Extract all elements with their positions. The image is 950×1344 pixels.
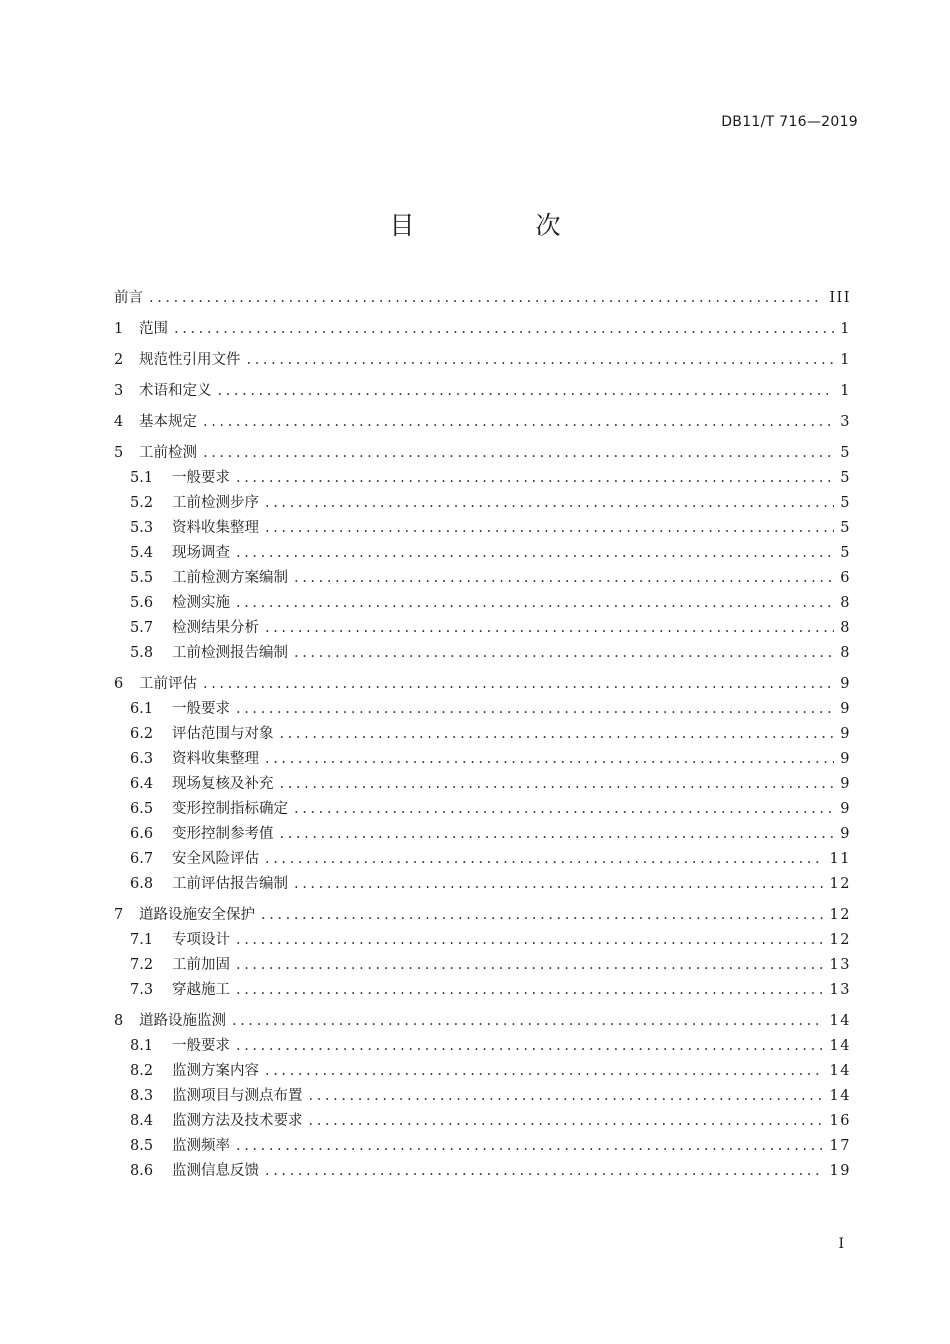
toc-entry-page: 11 <box>829 851 851 867</box>
toc-entry-page: 5 <box>840 445 851 461</box>
toc-entry-page: 8 <box>840 645 851 661</box>
toc-entry-label: 变形控制指标确定 <box>172 801 288 817</box>
toc-dot-leader <box>236 978 824 1003</box>
toc-chapter-entry[interactable] <box>114 410 851 435</box>
toc-dot-leader <box>294 566 834 591</box>
toc-entry-page: 14 <box>829 1013 851 1029</box>
toc-entry-page: 12 <box>829 876 851 892</box>
toc-chapter-entry[interactable] <box>114 317 851 342</box>
toc-entry-number: 7.1 <box>130 932 154 948</box>
toc-dot-leader <box>236 928 824 953</box>
toc-dot-leader <box>203 410 834 435</box>
toc-section-entry[interactable] <box>114 797 851 822</box>
toc-section-entry[interactable] <box>114 466 851 491</box>
toc-entry-label: 评估范围与对象 <box>172 726 274 742</box>
toc-entry-number: 8.5 <box>130 1138 154 1154</box>
toc-entry-number: 5.4 <box>130 545 154 561</box>
toc-entry-number: 5.6 <box>130 595 154 611</box>
toc-entry-number: 8.4 <box>130 1113 154 1129</box>
toc-entry-number: 8.3 <box>130 1088 154 1104</box>
toc-entry-page: 16 <box>829 1113 851 1129</box>
toc-section-entry[interactable] <box>114 953 851 978</box>
toc-entry-number: 2 <box>114 352 124 368</box>
toc-section-entry[interactable] <box>114 722 851 747</box>
toc-entry-page: 17 <box>829 1138 851 1154</box>
toc-chapter-entry[interactable] <box>114 441 851 466</box>
toc-dot-leader <box>294 872 824 897</box>
toc-entry-label: 道路设施安全保护 <box>139 907 255 923</box>
toc-chapter-entry[interactable] <box>114 348 851 373</box>
toc-dot-leader <box>309 1109 824 1134</box>
toc-dot-leader <box>203 672 834 697</box>
toc-section-entry[interactable] <box>114 822 851 847</box>
toc-entry-number: 5.3 <box>130 520 154 536</box>
footer-page-number: I <box>838 1236 844 1252</box>
toc-dot-leader <box>265 616 834 641</box>
toc-entry-number: 5.7 <box>130 620 154 636</box>
toc-entry-label: 工前加固 <box>172 957 230 973</box>
toc-entry-label: 监测频率 <box>172 1138 230 1154</box>
toc-entry-page: 5 <box>840 520 851 536</box>
toc-chapter-entry[interactable] <box>114 379 851 404</box>
toc-section-entry[interactable] <box>114 978 851 1003</box>
toc-section-entry[interactable] <box>114 1134 851 1159</box>
toc-section-entry[interactable] <box>114 872 851 897</box>
toc-entry-label: 现场调查 <box>172 545 230 561</box>
toc-entry-number: 6.1 <box>130 701 154 717</box>
toc-section-entry[interactable] <box>114 847 851 872</box>
toc-entry-number: 6.4 <box>130 776 154 792</box>
toc-entry-label: 一般要求 <box>172 701 230 717</box>
toc-dot-leader <box>280 772 835 797</box>
toc-chapter-entry[interactable] <box>114 1009 851 1034</box>
toc-section-entry[interactable] <box>114 541 851 566</box>
toc-chapter-entry[interactable] <box>114 903 851 928</box>
toc-dot-leader <box>236 697 834 722</box>
toc-entry-label: 检测结果分析 <box>172 620 259 636</box>
toc-entry-label: 范围 <box>139 321 168 337</box>
toc-entry-page: 8 <box>840 620 851 636</box>
toc-section-entry[interactable] <box>114 1034 851 1059</box>
toc-entry-number: 5.1 <box>130 470 154 486</box>
toc-entry-page: 9 <box>840 826 851 842</box>
toc-entry-label: 资料收集整理 <box>172 520 259 536</box>
toc-dot-leader <box>294 641 834 666</box>
toc-entry-page: 13 <box>829 957 851 973</box>
toc-section-entry[interactable] <box>114 772 851 797</box>
toc-section-entry[interactable] <box>114 1109 851 1134</box>
toc-entry-label: 术语和定义 <box>139 383 212 399</box>
toc-entry-number: 5 <box>114 445 124 461</box>
toc-entry-label: 一般要求 <box>172 1038 230 1054</box>
toc-entry-label: 工前检测 <box>139 445 197 461</box>
toc-entry-number: 6.8 <box>130 876 154 892</box>
toc-entry-number: 8.6 <box>130 1163 154 1179</box>
toc-entry-page: 3 <box>840 414 851 430</box>
toc-section-entry[interactable] <box>114 697 851 722</box>
toc-section-entry[interactable] <box>114 1159 851 1184</box>
toc-dot-leader <box>236 591 834 616</box>
toc-entry-page: 6 <box>840 570 851 586</box>
toc-entry-number: 8.2 <box>130 1063 154 1079</box>
toc-entry-page: 19 <box>829 1163 851 1179</box>
toc-entry-page: 12 <box>829 907 851 923</box>
toc-entry-page: 9 <box>840 751 851 767</box>
toc-entry-label: 前言 <box>114 290 143 306</box>
toc-entry-label: 安全风险评估 <box>172 851 259 867</box>
toc-entry-label: 变形控制参考值 <box>172 826 274 842</box>
toc-section-entry[interactable] <box>114 566 851 591</box>
toc-entry-page: 12 <box>829 932 851 948</box>
toc-entry-number: 6.7 <box>130 851 154 867</box>
toc-section-entry[interactable] <box>114 1059 851 1084</box>
toc-dot-leader <box>265 1159 824 1184</box>
toc-entry-label: 基本规定 <box>139 414 197 430</box>
toc-dot-leader <box>236 1134 824 1159</box>
toc-section-entry[interactable] <box>114 491 851 516</box>
toc-entry-page: 9 <box>840 726 851 742</box>
toc-entry-label: 资料收集整理 <box>172 751 259 767</box>
document-code: DB11/T 716—2019 <box>721 114 858 130</box>
toc-dot-leader <box>218 379 835 404</box>
toc-section-entry[interactable] <box>114 1084 851 1109</box>
toc-entry-number: 8.1 <box>130 1038 154 1054</box>
toc-entry-page: 9 <box>840 676 851 692</box>
toc-entry-number: 5.2 <box>130 495 154 511</box>
toc-dot-leader <box>236 466 834 491</box>
toc-entry-page: 5 <box>840 495 851 511</box>
toc-entry-label: 现场复核及补充 <box>172 776 274 792</box>
toc-entry-page: 14 <box>829 1063 851 1079</box>
toc-entry-label: 工前评估报告编制 <box>172 876 288 892</box>
toc-dot-leader <box>265 847 824 872</box>
toc-entry-page: 9 <box>840 701 851 717</box>
toc-entry-page: 1 <box>840 352 851 368</box>
toc-entry-number: 6.3 <box>130 751 154 767</box>
toc-dot-leader <box>174 317 834 342</box>
toc-entry-number: 8 <box>114 1013 124 1029</box>
toc-entry-label: 规范性引用文件 <box>139 352 241 368</box>
toc-entry-number: 7.2 <box>130 957 154 973</box>
toc-entry-page: 9 <box>840 776 851 792</box>
toc-entry-label: 工前检测步序 <box>172 495 259 511</box>
toc-dot-leader <box>261 903 824 928</box>
toc-entry-label: 监测项目与测点布置 <box>172 1088 303 1104</box>
toc-entry-number: 4 <box>114 414 124 430</box>
toc-entry-page: 1 <box>840 383 851 399</box>
toc-entry-number: 5.8 <box>130 645 154 661</box>
toc-entry-page: 1 <box>840 321 851 337</box>
toc-dot-leader <box>203 441 834 466</box>
toc-section-entry[interactable] <box>114 747 851 772</box>
toc-entry-number: 6.2 <box>130 726 154 742</box>
toc-dot-leader <box>280 722 835 747</box>
toc-entry-label: 一般要求 <box>172 470 230 486</box>
toc-dot-leader <box>265 491 834 516</box>
toc-section-entry[interactable] <box>114 516 851 541</box>
toc-entry-page: 8 <box>840 595 851 611</box>
toc-entry-number: 6 <box>114 676 124 692</box>
toc-entry-number: 6.6 <box>130 826 154 842</box>
toc-dot-leader <box>236 1034 824 1059</box>
toc-dot-leader <box>280 822 835 847</box>
toc-entry-page: 5 <box>840 545 851 561</box>
toc-dot-leader <box>149 286 823 311</box>
toc-entry-page: III <box>829 290 851 306</box>
toc-entry-page: 13 <box>829 982 851 998</box>
toc-chapter-entry[interactable] <box>114 672 851 697</box>
toc-entry-label: 检测实施 <box>172 595 230 611</box>
toc-section-entry[interactable] <box>114 928 851 953</box>
toc-entry-label: 工前评估 <box>139 676 197 692</box>
toc-entry-label: 专项设计 <box>172 932 230 948</box>
toc-entry-label: 工前检测方案编制 <box>172 570 288 586</box>
toc-section-entry[interactable] <box>114 591 851 616</box>
toc-dot-leader <box>265 1059 824 1084</box>
toc-dot-leader <box>236 953 824 978</box>
toc-entry-number: 7 <box>114 907 124 923</box>
toc-entry-label: 穿越施工 <box>172 982 230 998</box>
toc-section-entry[interactable] <box>114 616 851 641</box>
toc-chapter-entry[interactable] <box>114 286 851 311</box>
toc-dot-leader <box>236 541 834 566</box>
toc-entry-label: 监测信息反馈 <box>172 1163 259 1179</box>
toc-entry-label: 道路设施监测 <box>139 1013 226 1029</box>
toc-dot-leader <box>232 1009 824 1034</box>
table-of-contents <box>114 286 851 1184</box>
toc-entry-page: 9 <box>840 801 851 817</box>
toc-title: 目 次 <box>389 211 609 240</box>
toc-entry-number: 3 <box>114 383 124 399</box>
toc-dot-leader <box>265 516 834 541</box>
toc-entry-page: 14 <box>829 1088 851 1104</box>
toc-entry-page: 5 <box>840 470 851 486</box>
toc-entry-label: 监测方法及技术要求 <box>172 1113 303 1129</box>
toc-entry-number: 5.5 <box>130 570 154 586</box>
toc-dot-leader <box>247 348 835 373</box>
toc-section-entry[interactable] <box>114 641 851 666</box>
toc-entry-label: 工前检测报告编制 <box>172 645 288 661</box>
toc-entry-number: 6.5 <box>130 801 154 817</box>
toc-dot-leader <box>294 797 834 822</box>
toc-dot-leader <box>265 747 834 772</box>
toc-entry-number: 7.3 <box>130 982 154 998</box>
toc-entry-label: 监测方案内容 <box>172 1063 259 1079</box>
toc-entry-number: 1 <box>114 321 124 337</box>
toc-entry-page: 14 <box>829 1038 851 1054</box>
toc-dot-leader <box>309 1084 824 1109</box>
